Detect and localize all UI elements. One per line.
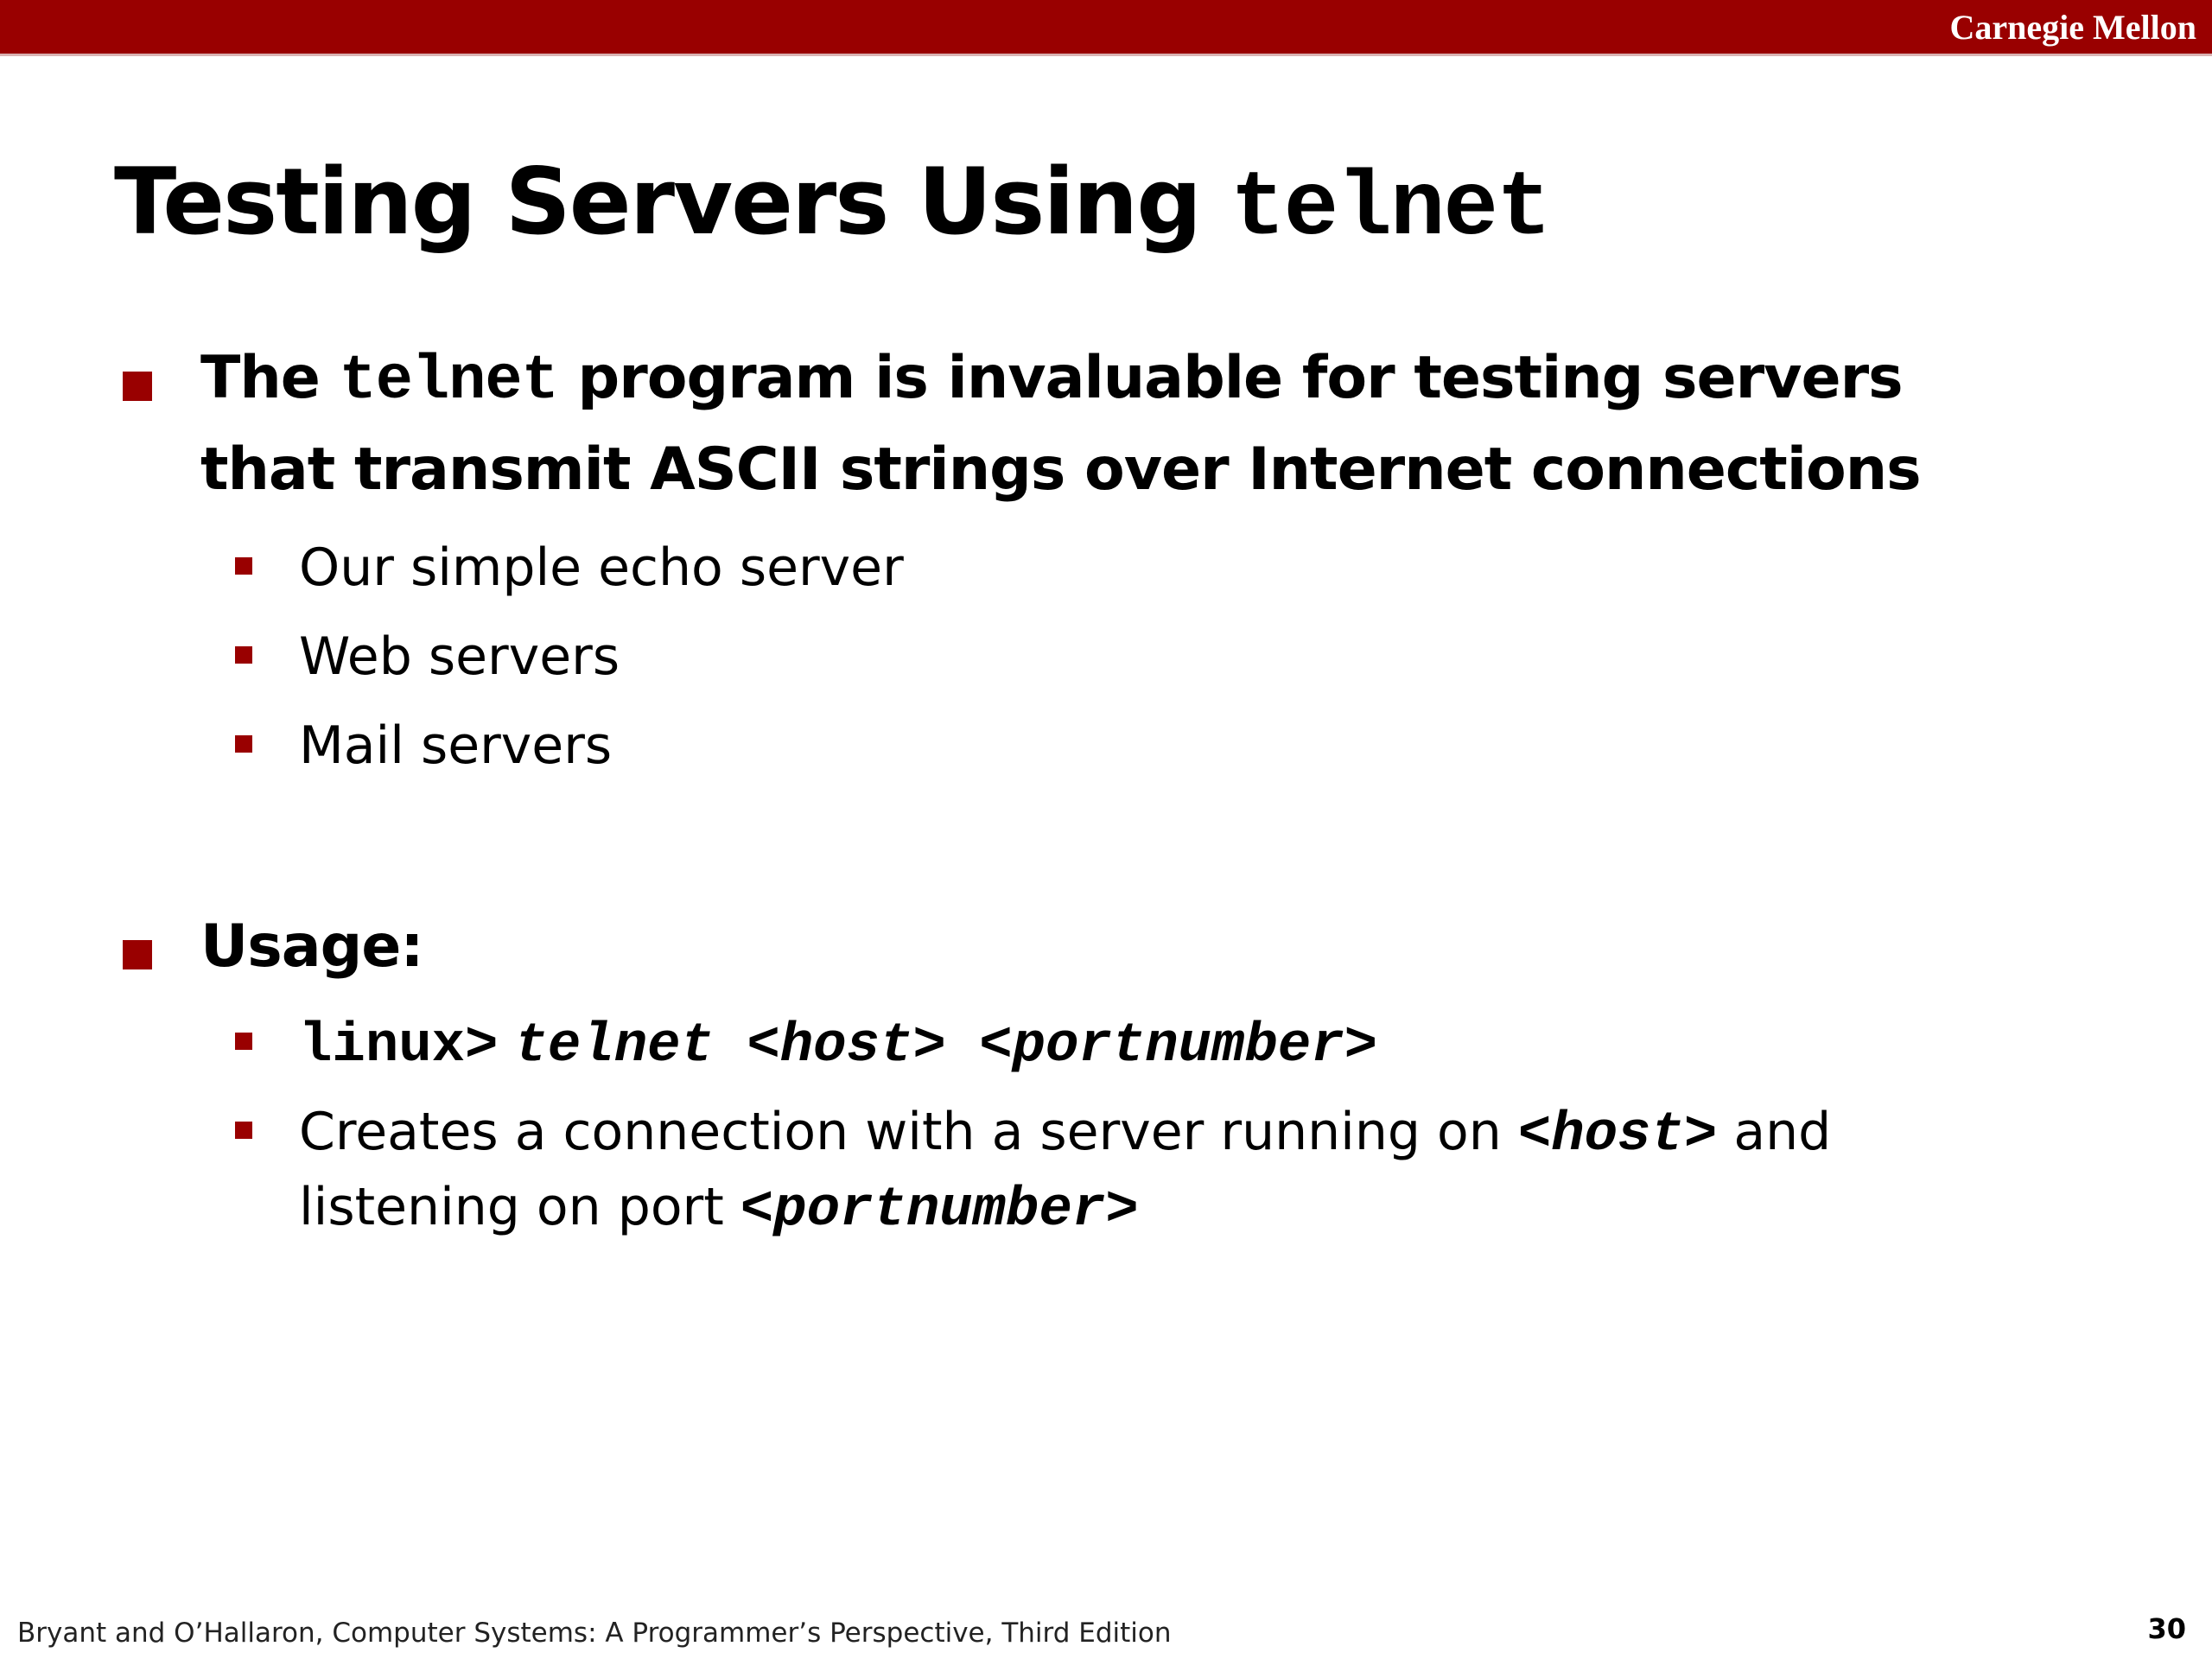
- bullet-square-icon: [123, 372, 152, 401]
- brand-logo-text: Carnegie Mellon: [1949, 8, 2196, 47]
- title-code: telnet: [1230, 157, 1550, 261]
- bullet1-code: telnet: [339, 346, 558, 416]
- sub-item-mail: Mail servers: [299, 715, 613, 776]
- desc-host: <host>: [1517, 1104, 1718, 1166]
- usage-command: [299, 1013, 1377, 1077]
- sub-bullet-square-icon: [235, 1033, 252, 1050]
- sub-bullet-square-icon: [235, 1122, 252, 1139]
- bullet1-line2: that transmit ASCII strings over Internet connections: [200, 435, 1921, 504]
- desc-port: <portnumber>: [740, 1179, 1139, 1242]
- bullet1-post: program is invaluable for testing servers: [557, 344, 1903, 412]
- sub-bullet-square-icon: [235, 557, 252, 575]
- command-args: telnet <host> <portnumber>: [514, 1015, 1378, 1077]
- bullet1-pre: The: [200, 344, 340, 412]
- sub-item-echo: Our simple echo server: [299, 537, 904, 598]
- usage-desc-line2: [299, 1177, 1139, 1242]
- bullet2-label: Usage:: [200, 912, 423, 981]
- bullet1-line1: [200, 344, 1903, 416]
- command-prompt: linux>: [299, 1015, 499, 1077]
- sub-bullet-square-icon: [235, 735, 252, 753]
- bullet-square-icon: [123, 940, 152, 969]
- desc-and: and: [1717, 1102, 1832, 1162]
- title-text: Testing Servers Using: [114, 149, 1230, 255]
- sub-item-web: Web servers: [299, 626, 620, 687]
- footer-citation: Bryant and O’Hallaron, Computer Systems: A Programmer’s Perspective, Third Edition: [17, 1618, 1172, 1649]
- header-bar: [0, 0, 2212, 56]
- desc-text: Creates a connection with a server running on: [299, 1102, 1518, 1162]
- slide-title: [114, 149, 1550, 261]
- usage-desc-line1: [299, 1102, 1831, 1166]
- sub-bullet-square-icon: [235, 646, 252, 664]
- desc-line2-text: listening on port: [299, 1177, 741, 1237]
- page-number: 30: [2147, 1612, 2186, 1645]
